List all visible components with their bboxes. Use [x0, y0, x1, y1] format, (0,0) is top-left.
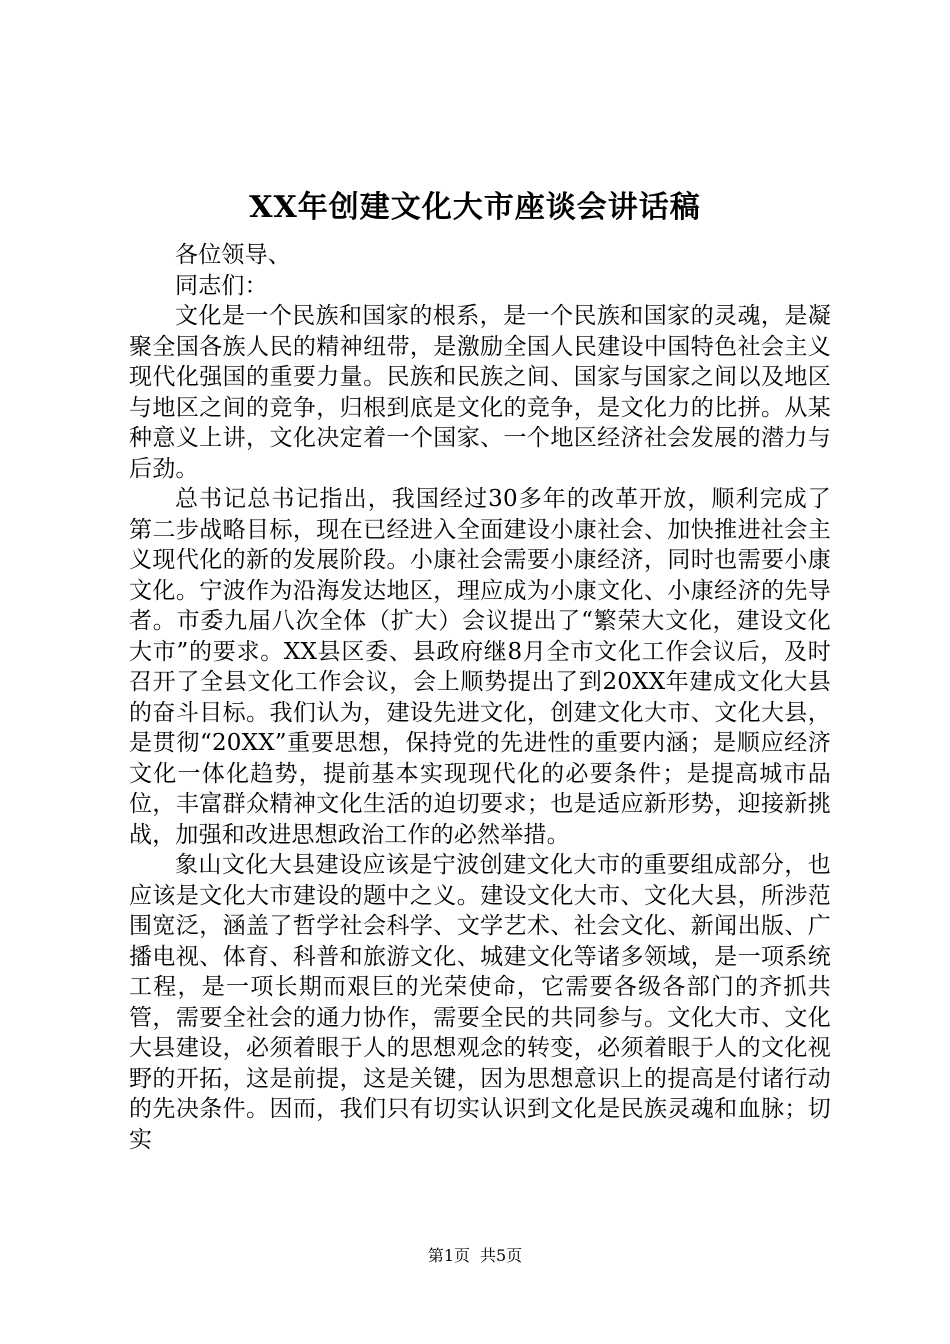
page-number: 第1页 [427, 1246, 470, 1265]
paragraph-3: 象山文化大县建设应该是宁波创建文化大市的重要组成部分，也应该是文化大市建设的题中之义。建设文化大市、文化大县，所涉范围宽泛，涵盖了哲学社会科学、文学艺术、社会文化、新闻出版、广播电视、体育、科普和旅游文化、城建文化等诸多领域，是一项系统工程，是一项长期而艰巨的光荣使命，它需要各级各部门的齐抓共管，需要全社会的通力协作，需要全民的共同参与。文化大市、文化大县建设，必须着眼于人的思想观念的转变，必须着眼于人的文化视野的开拓，这是前提，这是关键，因为思想意识上的提高是付诸行动的先决条件。因而，我们只有切实认识到文化是民族灵魂和血脉；切实 [129, 852, 831, 1153]
page-total: 共5页 [480, 1246, 523, 1265]
document-body [129, 240, 831, 1155]
page-footer [0, 1244, 950, 1268]
salutation-line-2: 同志们： [175, 272, 268, 299]
paragraph-2: 总书记总书记指出，我国经过30多年的改革开放，顺利完成了第二步战略目标，现在已经进入全面建设小康社会、加快推进社会主义现代化的新的发展阶段。小康社会需要小康经济，同时也需要小康文化。宁波作为沿海发达地区，理应成为小康文化、小康经济的先导者。市委九届八次全体（扩大）会议提出了“繁荣大文化，建设文化大市”的要求。XX县区委、县政府继8月全市文化工作会议后，及时召开了全县文化工作会议，会上顺势提出了到20XX年建成文化大县的奋斗目标。我们认为，建设先进文化，创建文化大市、文化大县，是贯彻“20XX”重要思想，保持党的先进性的重要内涵；是顺应经济文化一体化趋势，提前基本实现现代化的必要条件；是提高城市品位，丰富群众精神文化生活的迫切要求；也是适应新形势，迎接新挑战，加强和改进思想政治工作的必然举措。 [129, 486, 831, 848]
salutation-line-1: 各位领导、 [175, 242, 291, 268]
paragraph-1: 文化是一个民族和国家的根系，是一个民族和国家的灵魂，是凝聚全国各族人民的精神纽带，是激励全国人民建设中国特色社会主义现代化强国的重要力量。民族和民族之间、国家与国家之间以及地区与地区之间的竞争，归根到底是文化的竞争，是文化力的比拼。从某种意义上讲，文化决定着一个国家、一个地区经济社会发展的潜力与后劲。 [129, 303, 831, 482]
document-title: XX年创建文化大市座谈会讲话稿 [249, 190, 701, 225]
